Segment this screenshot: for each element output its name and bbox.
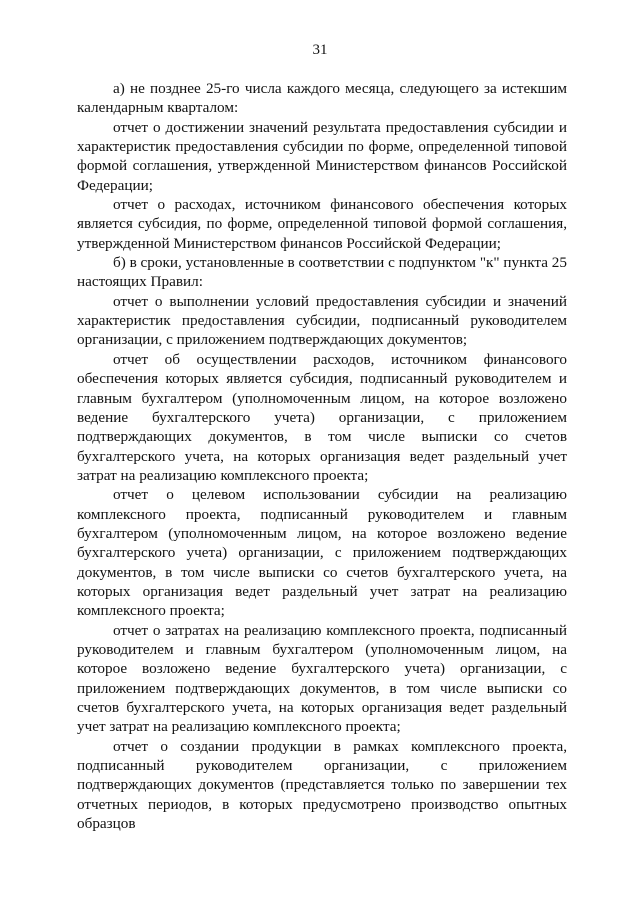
paragraph-target-use-report: отчет о целевом использовании субсидии на реализацию комплексного проекта, подписанный руководителем и главным бухгалтером (уполномоченным лицом, на которое возложено ведение бухгалтерского учета) организации, с приложением подтверждающих документов, в том числе выписки со счетов бухгалтерского учета, на которых организация ведет раздельный учет затрат на реализацию комплексного проекта;: [77, 486, 567, 620]
paragraph-conditions-report: отчет о выполнении условий предоставления субсидии и значений характеристик предоставления субсидии, подписанный руководителем организации, с приложением подтверждающих документов;: [77, 292, 567, 349]
paragraph-deadline-rules: б) в сроки, установленные в соответствии с подпунктом "к" пункта 25 настоящих Правил:: [77, 254, 567, 291]
paragraph-result-report: отчет о достижении значений результата предоставления субсидии и характеристик предоставления субсидии по форме, определенной типовой формой соглашения, утвержденной Министерством финансов Российской Федерации;: [77, 118, 567, 194]
paragraph-expenses-report: отчет о расходах, источником финансового обеспечения которых является субсидия, по форме, определенной типовой формой соглашения, утвержденной Министерством финансов Российской Федерации;: [77, 196, 567, 252]
paragraph-deadline-quarterly: а) не позднее 25-го числа каждого месяца, следующего за истекшим календарным кварталом:: [77, 80, 567, 117]
document-body: [77, 79, 567, 833]
page-number: 31: [312, 42, 328, 58]
paragraph-production-report: отчет о создании продукции в рамках комплексного проекта, подписанный руководителем организации, с приложением подтверждающих документов (представляется только по завершении тех отчетных периодов, в которых предусмотрено производство опытных образцов: [77, 737, 567, 833]
paragraph-costs-report: отчет о затратах на реализацию комплексного проекта, подписанный руководителем и главным бухгалтером (уполномоченным лицом, на которое возложено ведение бухгалтерского учета) организации, с приложением подтверждающих документов, в том числе выписки со счетов бухгалтерского учета, на которых организация ведет раздельный учет затрат на реализацию комплексного проекта;: [77, 621, 567, 736]
paragraph-expenditure-report: отчет об осуществлении расходов, источником финансового обеспечения которых является субсидия, подписанный руководителем и главным бухгалтером (уполномоченным лицом, на которое возложено ведение бухгалтерского учета) организации, с приложением подтверждающих документов, в том числе выписки со счетов бухгалтерского учета, на которых организация ведет раздельный учет затрат на реализацию комплексного проекта;: [77, 350, 567, 484]
